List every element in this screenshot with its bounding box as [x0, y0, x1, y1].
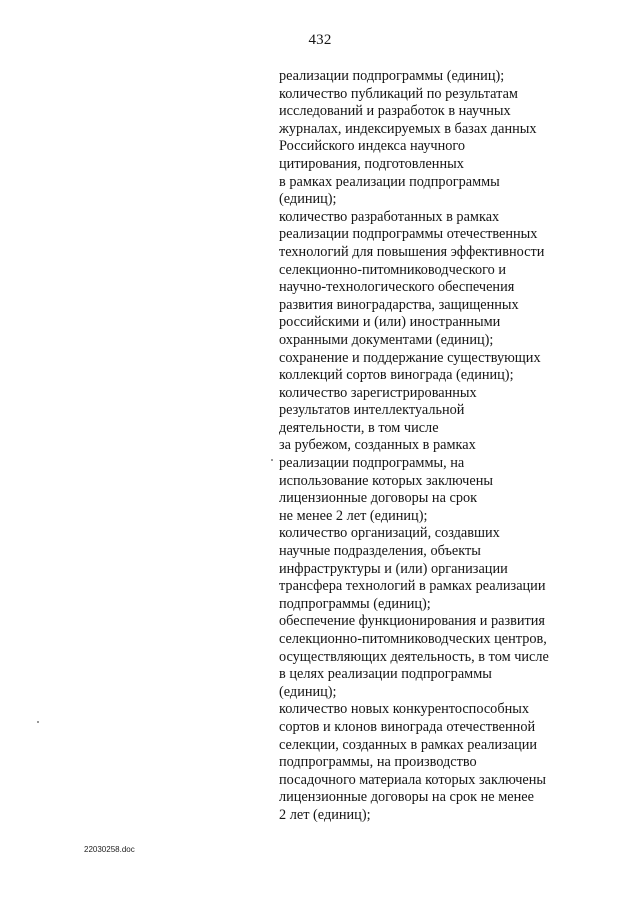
- footer-file-code: 22030258.doc: [84, 845, 135, 854]
- text-line: (единиц);: [279, 191, 337, 208]
- body-text: [279, 68, 579, 825]
- text-line: результатов интеллектуальной: [279, 402, 465, 419]
- text-line: реализации подпрограммы, на: [279, 455, 465, 472]
- text-line: лицензионные договоры на срок не менее: [279, 789, 534, 806]
- text-line: селекции, созданных в рамках реализации: [279, 736, 538, 753]
- text-line: посадочного материала которых заключены: [279, 771, 547, 788]
- text-line: количество зарегистрированных: [279, 384, 477, 401]
- scan-speck: [271, 459, 273, 461]
- text-line: технологий для повышения эффективности: [279, 243, 545, 260]
- text-line: исследований и разработок в научных: [279, 103, 511, 120]
- text-line: журналах, индексируемых в базах данных: [279, 120, 537, 137]
- text-line: инфраструктуры и (или) организации: [279, 560, 508, 577]
- text-line: обеспечение функционирования и развития: [279, 613, 545, 630]
- text-line: Российского индекса научного: [279, 138, 466, 155]
- text-line: развития виноградарства, защищенных: [279, 296, 519, 313]
- text-line: сохранение и поддержание существующих: [279, 349, 541, 366]
- text-line: трансфера технологий в рамках реализации: [279, 578, 546, 595]
- text-line: количество разработанных в рамках: [279, 208, 500, 225]
- text-line: деятельности, в том числе: [279, 419, 439, 436]
- scan-speck: [37, 721, 39, 723]
- text-line: подпрограммы (единиц);: [279, 595, 431, 612]
- text-line: в целях реализации подпрограммы: [279, 666, 492, 683]
- text-line: количество новых конкурентоспособных: [279, 701, 529, 718]
- text-line: реализации подпрограммы отечественных: [279, 226, 538, 243]
- text-line: научно-технологического обеспечения: [279, 279, 515, 296]
- text-line: не менее 2 лет (единиц);: [279, 507, 428, 524]
- text-line: в рамках реализации подпрограммы: [279, 173, 500, 190]
- text-line: 2 лет (единиц);: [279, 806, 371, 823]
- text-line: за рубежом, созданных в рамках: [279, 437, 476, 454]
- text-line: подпрограммы, на производство: [279, 754, 477, 771]
- text-line: лицензионные договоры на срок: [279, 490, 478, 507]
- text-line: охранными документами (единиц);: [279, 331, 494, 348]
- text-line: российскими и (или) иностранными: [279, 314, 501, 331]
- text-line: использование которых заключены: [279, 472, 493, 489]
- text-line: коллекций сортов винограда (единиц);: [279, 367, 514, 384]
- page-number: 432: [308, 32, 332, 48]
- text-line: сортов и клонов винограда отечественной: [279, 718, 536, 735]
- text-line: (единиц);: [279, 683, 337, 700]
- text-line: количество организаций, создавших: [279, 525, 500, 542]
- text-line: научные подразделения, объекты: [279, 543, 481, 560]
- text-line: цитирования, подготовленных: [279, 155, 464, 172]
- text-line: селекционно-питомниководческого и: [279, 261, 507, 278]
- text-line: количество публикаций по результатам: [279, 85, 518, 102]
- text-line: осуществляющих деятельность, в том числе: [279, 648, 549, 665]
- text-line: селекционно-питомниководческих центров,: [279, 631, 547, 647]
- text-line: реализации подпрограммы (единиц);: [279, 68, 505, 84]
